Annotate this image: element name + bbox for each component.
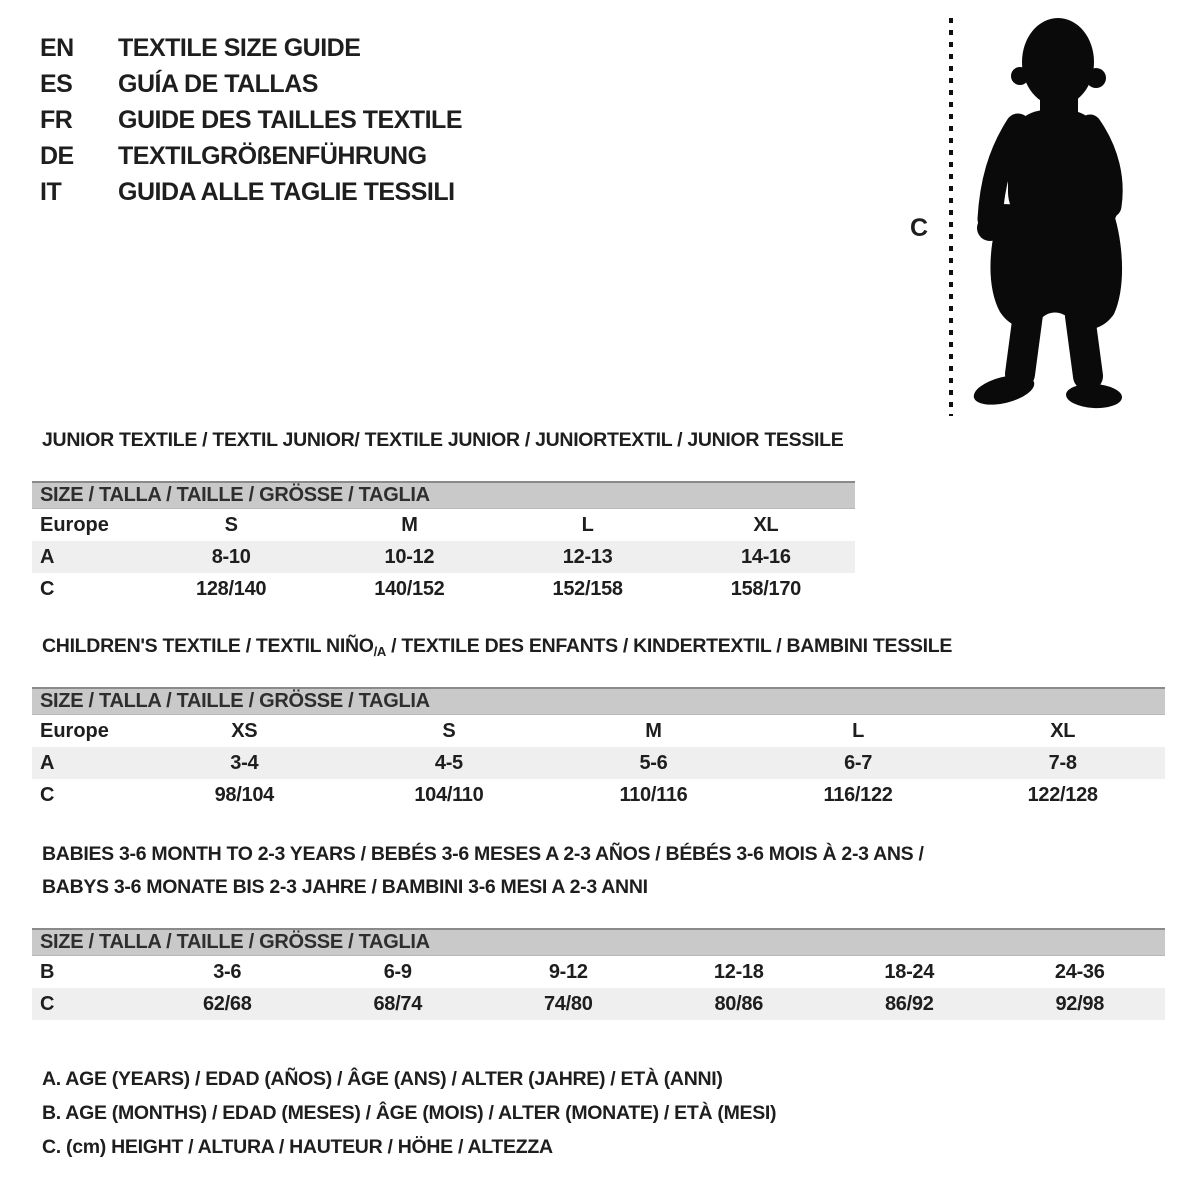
size-cell: 5-6 bbox=[639, 751, 668, 774]
size-cell: 3-4 bbox=[230, 751, 259, 774]
language-code: FR bbox=[40, 105, 73, 134]
size-cell: XL bbox=[753, 513, 779, 536]
language-row bbox=[40, 30, 462, 66]
size-cell: 86/92 bbox=[884, 992, 934, 1015]
size-cell: 14-16 bbox=[741, 545, 791, 568]
size-cell: 7-8 bbox=[1048, 751, 1077, 774]
language-row bbox=[40, 174, 462, 210]
size-cell: S bbox=[224, 513, 238, 536]
size-cell: 4-5 bbox=[434, 751, 463, 774]
height-measure-label: C bbox=[910, 214, 929, 242]
size-cell: 12-13 bbox=[562, 545, 613, 568]
legend-line: A. AGE (YEARS) / EDAD (AÑOS) / ÂGE (ANS) / ALTER (JAHRE) / ETÀ (ANNI) bbox=[42, 1068, 723, 1090]
table-row bbox=[32, 509, 855, 541]
legend bbox=[32, 1062, 776, 1164]
heading-text: / TEXTILE DES ENFANTS / KINDERTEXTIL / BAMBINI TESSILE bbox=[386, 635, 953, 657]
language-code: IT bbox=[40, 177, 62, 206]
size-cell: 24-36 bbox=[1054, 960, 1105, 983]
language-title: TEXTILE SIZE GUIDE bbox=[118, 33, 361, 62]
size-cell: L bbox=[581, 513, 594, 536]
table-row bbox=[32, 573, 855, 605]
heading-text: BABIES 3-6 MONTH TO 2-3 YEARS / BEBÉS 3-6 MESES A 2-3 AÑOS / BÉBÉS 3-6 MOIS À 2-3 ANS / bbox=[42, 843, 924, 865]
size-cell: L bbox=[852, 719, 865, 742]
size-cell: 80/86 bbox=[714, 992, 764, 1015]
size-cell: 6-7 bbox=[844, 751, 873, 774]
size-cell: 92/98 bbox=[1055, 992, 1105, 1015]
size-cell: 8-10 bbox=[211, 545, 251, 568]
language-list bbox=[40, 30, 462, 210]
size-cell: 12-18 bbox=[713, 960, 764, 983]
height-measure-dashed-line bbox=[946, 16, 956, 418]
size-cell: 18-24 bbox=[884, 960, 935, 983]
language-code: DE bbox=[40, 141, 74, 170]
section-heading-line bbox=[42, 634, 1165, 664]
legend-line: C. (cm) HEIGHT / ALTURA / HAUTEUR / HÖHE / ALTEZZA bbox=[42, 1136, 553, 1158]
row-label: C bbox=[40, 992, 55, 1015]
legend-line: B. AGE (MONTHS) / EDAD (MESES) / ÂGE (MOIS) / ALTER (MONATE) / ETÀ (MESI) bbox=[42, 1102, 777, 1124]
section-heading-line bbox=[42, 838, 1165, 871]
row-label: A bbox=[40, 751, 55, 774]
language-code: ES bbox=[40, 69, 73, 98]
size-cell: 152/158 bbox=[552, 577, 623, 600]
row-label: B bbox=[40, 960, 55, 983]
section-babies bbox=[32, 838, 1165, 1020]
language-title: GUIDE DES TAILLES TEXTILE bbox=[118, 105, 463, 134]
heading-text: JUNIOR TEXTILE / TEXTIL JUNIOR/ TEXTILE JUNIOR / JUNIORTEXTIL / JUNIOR TESSILE bbox=[42, 429, 844, 451]
row-label: C bbox=[40, 783, 55, 806]
row-label: Europe bbox=[40, 513, 109, 536]
size-cell: XS bbox=[231, 719, 258, 742]
size-cell: 9-12 bbox=[548, 960, 588, 983]
section-junior bbox=[32, 428, 855, 605]
row-label: Europe bbox=[40, 719, 109, 742]
language-row bbox=[40, 102, 462, 138]
table-size-header: SIZE / TALLA / TAILLE / GRÖSSE / TAGLIA bbox=[32, 687, 1165, 715]
heading-text: CHILDREN'S TEXTILE / TEXTIL NIÑO bbox=[42, 635, 374, 657]
section-heading bbox=[32, 634, 1165, 687]
size-cell: 110/116 bbox=[619, 783, 688, 806]
language-code: EN bbox=[40, 33, 74, 62]
table-size-header: SIZE / TALLA / TAILLE / GRÖSSE / TAGLIA bbox=[32, 928, 1165, 956]
size-cell: XL bbox=[1050, 719, 1076, 742]
section-heading bbox=[32, 428, 855, 481]
size-cell: M bbox=[645, 719, 662, 742]
size-cell: 62/68 bbox=[202, 992, 252, 1015]
language-title: TEXTILGRÖßENFÜHRUNG bbox=[118, 141, 427, 170]
heading-text: BABYS 3-6 MONATE BIS 2-3 JAHRE / BAMBINI 3-6 MESI A 2-3 ANNI bbox=[42, 876, 648, 898]
table-row bbox=[32, 988, 1165, 1020]
section-heading-line bbox=[42, 871, 1165, 904]
section-children bbox=[32, 634, 1165, 811]
size-cell: 6-9 bbox=[383, 960, 412, 983]
language-title: GUIDA ALLE TAGLIE TESSILI bbox=[118, 177, 455, 206]
size-cell: 140/152 bbox=[374, 577, 445, 600]
table-row bbox=[32, 747, 1165, 779]
size-cell: 116/122 bbox=[823, 783, 893, 806]
row-label: A bbox=[40, 545, 55, 568]
heading-subscript: /A bbox=[373, 644, 387, 659]
table-row bbox=[32, 779, 1165, 811]
language-row bbox=[40, 66, 462, 102]
size-cell: M bbox=[401, 513, 418, 536]
size-cell: 3-6 bbox=[213, 960, 242, 983]
size-cell: 10-12 bbox=[384, 545, 435, 568]
size-cell: 74/80 bbox=[543, 992, 593, 1015]
toddler-silhouette-image bbox=[962, 14, 1142, 416]
size-cell: 98/104 bbox=[214, 783, 274, 806]
size-cell: 104/110 bbox=[414, 783, 484, 806]
section-heading bbox=[32, 838, 1165, 928]
language-title: GUÍA DE TALLAS bbox=[118, 69, 318, 98]
size-cell: 122/128 bbox=[1027, 783, 1098, 806]
table-row bbox=[32, 956, 1165, 988]
language-row bbox=[40, 138, 462, 174]
row-label: C bbox=[40, 577, 55, 600]
table-row bbox=[32, 715, 1165, 747]
table-size-header: SIZE / TALLA / TAILLE / GRÖSSE / TAGLIA bbox=[32, 481, 855, 509]
size-cell: 68/74 bbox=[373, 992, 423, 1015]
size-cell: 128/140 bbox=[196, 577, 267, 600]
section-heading-line bbox=[42, 428, 855, 452]
size-cell: S bbox=[442, 719, 456, 742]
table-row bbox=[32, 541, 855, 573]
size-cell: 158/170 bbox=[730, 577, 801, 600]
